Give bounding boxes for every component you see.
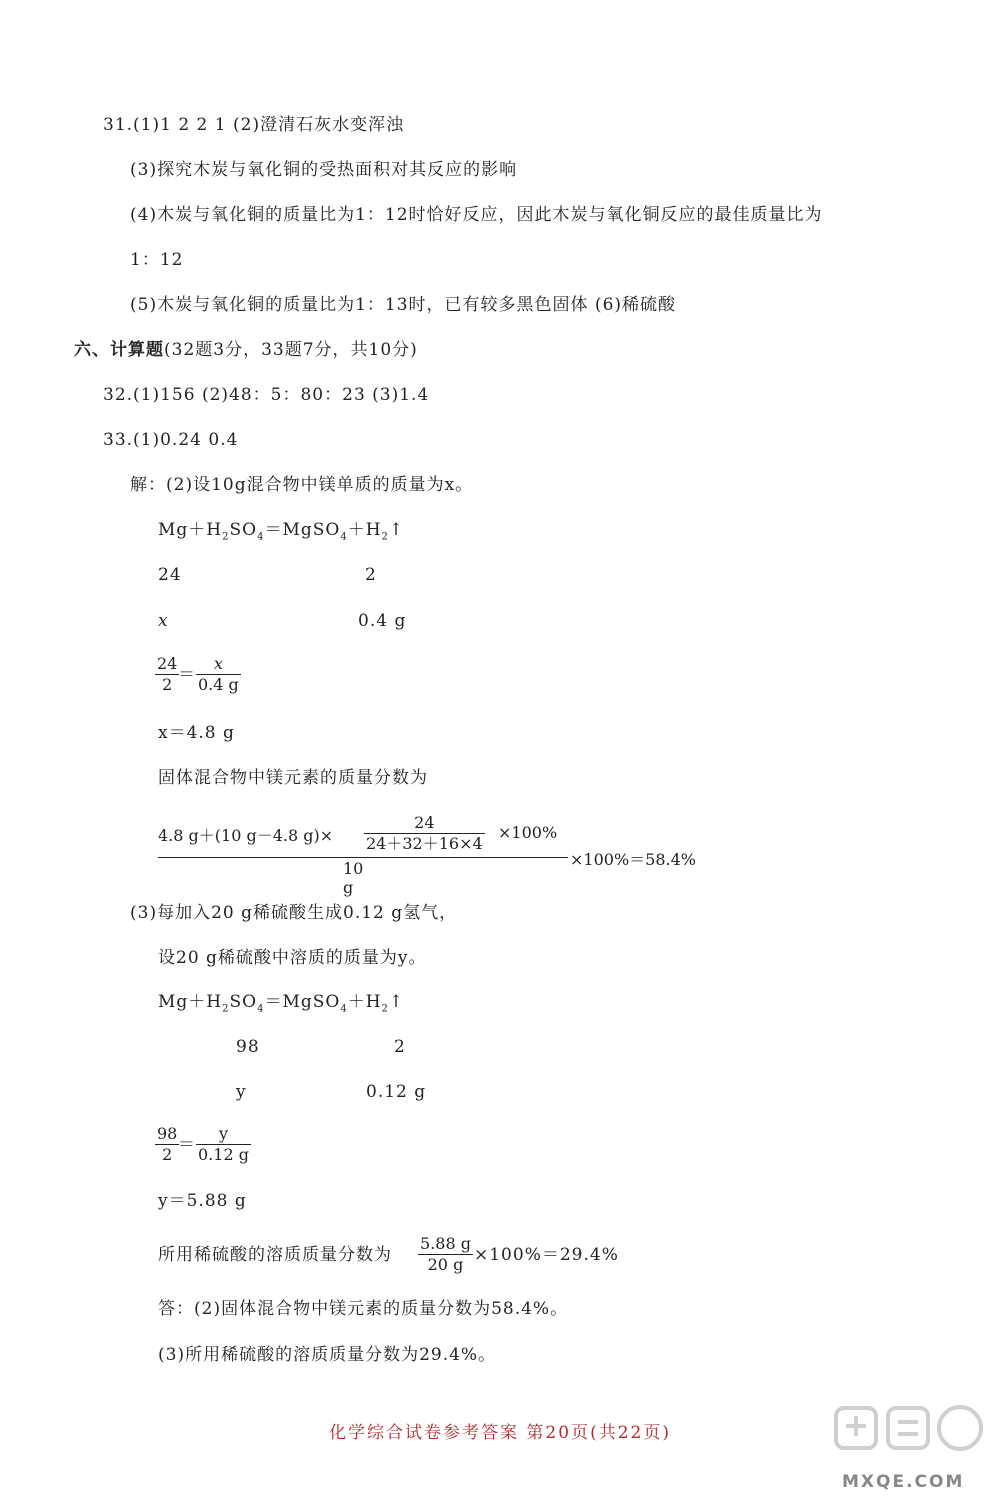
mass-fraction-text: 固体混合物中镁元素的质量分数为 xyxy=(158,768,428,788)
fraction-equals-2: ＝ xyxy=(178,1135,196,1155)
equation-2: $Mg+H_2SO_4=MgSO_4+H_2↑$ xyxy=(158,992,405,1015)
page-footer: 化学综合试卷参考答案 第20页(共22页) xyxy=(329,1423,671,1443)
result-x: x＝4.8 g xyxy=(158,723,235,743)
part3-line2: 设20 g稀硫酸中溶质的质量为y。 xyxy=(158,948,427,968)
q31-line5: (5)木炭与氧化铜的质量比为1：13时，已有较多黑色固体 (6)稀硫酸 xyxy=(130,295,677,315)
q31-line2: (3)探究木炭与氧化铜的受热面积对其反应的影响 xyxy=(130,160,518,180)
q31-line3: (4)木炭与氧化铜的质量比为1：12时恰好反应，因此木炭与氧化铜反应的最佳质量比为 xyxy=(130,205,823,225)
q31-line4: 1：12 xyxy=(130,250,184,270)
fraction-equals-1: ＝ xyxy=(178,665,196,685)
ratio-row-4b: 0.12 g xyxy=(366,1082,427,1102)
big-numerator: 4.8 g＋(10 g－4.8 g)× $\frac{24}{24+32+16\times 4}$ ×100% xyxy=(158,813,558,853)
ratio-row-2b: 0.4 g xyxy=(358,611,407,631)
result-y: y＝5.88 g xyxy=(158,1191,247,1211)
ratio-row-3b: 2 xyxy=(394,1037,406,1057)
q33-line1: 33.(1)0.24 0.4 xyxy=(103,430,239,450)
ratio-row-4a: y xyxy=(236,1082,247,1102)
fraction-y-0.12g: $\frac{y}{0.12 g}$ xyxy=(198,1124,249,1164)
ratio-row-1b: 2 xyxy=(365,565,377,585)
section-heading xyxy=(74,339,418,361)
q32-answer: 32.(1)156 (2)48：5：80：23 (3)1.4 xyxy=(103,385,430,405)
q33-solution-intro: 解：(2)设10g混合物中镁单质的质量为x。 xyxy=(130,475,474,495)
answer-line1: 答：(2)固体混合物中镁元素的质量分数为58.4%。 xyxy=(158,1299,569,1319)
ratio-row-3a: 98 xyxy=(236,1037,260,1057)
part3-line1: (3)每加入20 g稀硫酸生成0.12 g氢气， xyxy=(130,903,458,923)
section-title: 六、计算题 xyxy=(74,340,164,360)
answer-line2: (3)所用稀硫酸的溶质质量分数为29.4%。 xyxy=(158,1345,497,1365)
acid-fraction-tail: ×100%＝29.4% xyxy=(474,1245,619,1265)
fraction-24-2: $\frac{24}{2}$ xyxy=(157,654,178,694)
inner-fraction: $\frac{24}{24+32+16\times 4}$ xyxy=(366,813,483,853)
big-fraction-bar xyxy=(158,857,568,858)
ratio-row-1a: 24 xyxy=(158,565,182,585)
fraction-x-0.4g: $\frac{x}{0.4 g}$ xyxy=(198,654,239,694)
fraction-98-2: $\frac{98}{2}$ xyxy=(157,1124,178,1164)
fraction-5.88-20: $\frac{5.88 g}{20 g}$ xyxy=(420,1234,471,1274)
q31-line1: 31.(1)1 2 2 1 (2)澄清石灰水变浑浊 xyxy=(103,115,405,135)
acid-fraction-text: 所用稀硫酸的溶质质量分数为 xyxy=(158,1245,392,1265)
equation-1: $Mg+H_2SO_4=MgSO_4+H_2↑$ xyxy=(158,520,405,543)
section-note: (32题3分，33题7分，共10分) xyxy=(164,340,418,360)
ratio-row-2a: x xyxy=(158,611,169,631)
watermark-text: MXQE.COM xyxy=(842,1472,965,1492)
